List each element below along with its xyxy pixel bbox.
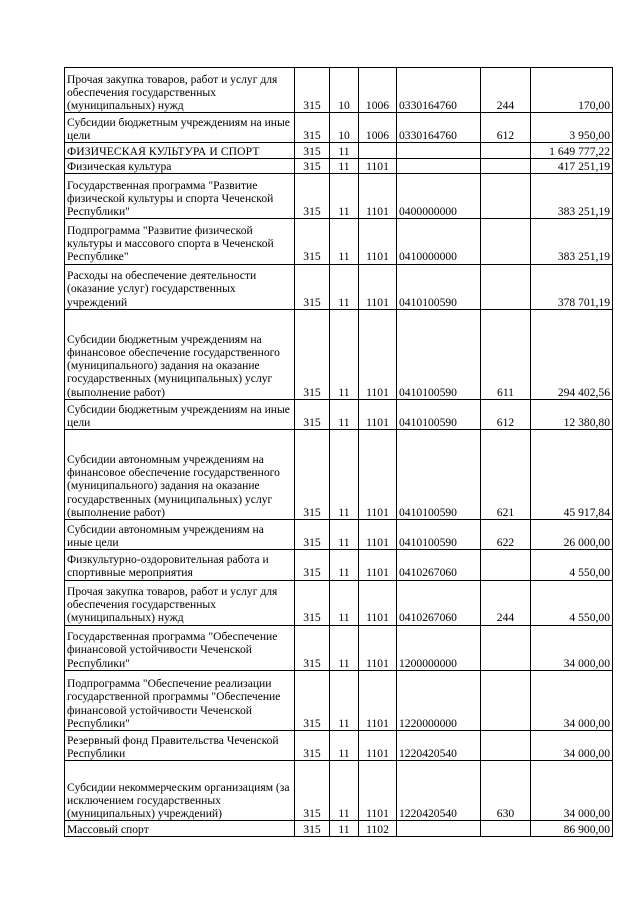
row-gr: 315 xyxy=(295,761,330,821)
row-name: Подпрограмма "Обеспечение реализации государственной программы "Обеспечение финансовой устойчивости Чеченской Республики" xyxy=(65,670,295,730)
row-csr: 0410100590 xyxy=(397,309,481,399)
row-vr xyxy=(481,158,531,173)
row-pr: 1101 xyxy=(359,580,397,625)
row-gr: 315 xyxy=(295,550,330,580)
row-csr xyxy=(397,143,481,158)
row-sum: 34 000,00 xyxy=(531,761,613,821)
table-row xyxy=(65,550,613,580)
row-vr: 244 xyxy=(481,68,531,113)
row-name: Субсидии бюджетным учреждениям на иные цели xyxy=(65,113,295,143)
row-csr: 0410100590 xyxy=(397,264,481,309)
row-gr: 315 xyxy=(295,143,330,158)
row-vr: 244 xyxy=(481,580,531,625)
row-name: Субсидии автономным учреждениям на финансовое обеспечение государственного (муниципального) задания на оказание государственных (муниципальных) услуг (выполнение работ) xyxy=(65,430,295,520)
row-rz: 11 xyxy=(330,174,359,219)
row-gr: 315 xyxy=(295,309,330,399)
row-pr: 1006 xyxy=(359,68,397,113)
table-row xyxy=(65,625,613,670)
row-rz: 11 xyxy=(330,625,359,670)
table-row xyxy=(65,264,613,309)
row-gr: 315 xyxy=(295,821,330,836)
row-gr: 315 xyxy=(295,670,330,730)
table-row xyxy=(65,143,613,158)
row-gr: 315 xyxy=(295,158,330,173)
table-row xyxy=(65,309,613,399)
row-vr xyxy=(481,219,531,264)
row-csr xyxy=(397,158,481,173)
row-csr: 0330164760 xyxy=(397,68,481,113)
row-rz: 11 xyxy=(330,670,359,730)
table-row xyxy=(65,113,613,143)
row-gr: 315 xyxy=(295,219,330,264)
row-pr: 1006 xyxy=(359,113,397,143)
row-gr: 315 xyxy=(295,264,330,309)
row-sum: 34 000,00 xyxy=(531,625,613,670)
row-rz: 11 xyxy=(330,219,359,264)
row-name: Субсидии некоммерческим организациям (за исключением государственных (муниципальных) учреждений) xyxy=(65,761,295,821)
row-sum: 383 251,19 xyxy=(531,219,613,264)
row-pr: 1101 xyxy=(359,519,397,549)
row-pr: 1101 xyxy=(359,219,397,264)
row-gr: 315 xyxy=(295,625,330,670)
row-name: Массовый спорт xyxy=(65,821,295,836)
row-rz: 11 xyxy=(330,519,359,549)
table-row xyxy=(65,219,613,264)
row-pr: 1101 xyxy=(359,174,397,219)
row-csr: 1220420540 xyxy=(397,730,481,760)
row-csr: 0410000000 xyxy=(397,219,481,264)
row-name: Подпрограмма "Развитие физической культуры и массового спорта в Чеченской Республике" xyxy=(65,219,295,264)
row-rz: 11 xyxy=(330,430,359,520)
row-vr xyxy=(481,730,531,760)
row-rz: 11 xyxy=(330,158,359,173)
table-row xyxy=(65,761,613,821)
row-rz: 11 xyxy=(330,264,359,309)
row-pr xyxy=(359,143,397,158)
row-sum: 1 649 777,22 xyxy=(531,143,613,158)
row-gr: 315 xyxy=(295,580,330,625)
row-rz: 10 xyxy=(330,113,359,143)
row-pr: 1101 xyxy=(359,158,397,173)
row-gr: 315 xyxy=(295,519,330,549)
row-pr: 1101 xyxy=(359,625,397,670)
row-sum: 45 917,84 xyxy=(531,430,613,520)
row-name: Прочая закупка товаров, работ и услуг для обеспечения государственных (муниципальных) нужд xyxy=(65,68,295,113)
table-row xyxy=(65,519,613,549)
row-vr xyxy=(481,143,531,158)
row-pr: 1102 xyxy=(359,821,397,836)
row-vr xyxy=(481,625,531,670)
row-gr: 315 xyxy=(295,68,330,113)
row-csr: 1220420540 xyxy=(397,761,481,821)
row-csr: 1200000000 xyxy=(397,625,481,670)
row-pr: 1101 xyxy=(359,264,397,309)
row-vr: 612 xyxy=(481,113,531,143)
row-name: Резервный фонд Правительства Чеченской Республики xyxy=(65,730,295,760)
row-csr: 0330164760 xyxy=(397,113,481,143)
row-vr xyxy=(481,550,531,580)
row-sum: 34 000,00 xyxy=(531,730,613,760)
row-sum: 170,00 xyxy=(531,68,613,113)
row-name: Государственная программа "Развитие физической культуры и спорта Чеченской Республики" xyxy=(65,174,295,219)
row-rz: 11 xyxy=(330,821,359,836)
row-vr xyxy=(481,264,531,309)
row-sum: 417 251,19 xyxy=(531,158,613,173)
row-name: Субсидии бюджетным учреждениям на финансовое обеспечение государственного (муниципального) задания на оказание государственных (муниципальных) услуг (выполнение работ) xyxy=(65,309,295,399)
row-rz: 11 xyxy=(330,309,359,399)
row-name: Физкультурно-оздоровительная работа и спортивные мероприятия xyxy=(65,550,295,580)
row-sum: 3 950,00 xyxy=(531,113,613,143)
row-rz: 11 xyxy=(330,761,359,821)
row-sum: 378 701,19 xyxy=(531,264,613,309)
table-row xyxy=(65,68,613,113)
row-pr: 1101 xyxy=(359,730,397,760)
row-sum: 12 380,80 xyxy=(531,399,613,429)
table-row xyxy=(65,174,613,219)
row-sum: 4 550,00 xyxy=(531,550,613,580)
row-sum: 294 402,56 xyxy=(531,309,613,399)
row-csr xyxy=(397,821,481,836)
table-row xyxy=(65,821,613,836)
budget-table xyxy=(64,67,613,837)
table-row xyxy=(65,399,613,429)
row-pr: 1101 xyxy=(359,670,397,730)
row-name: ФИЗИЧЕСКАЯ КУЛЬТУРА И СПОРТ xyxy=(65,143,295,158)
row-gr: 315 xyxy=(295,174,330,219)
row-csr: 0410267060 xyxy=(397,580,481,625)
row-rz: 11 xyxy=(330,399,359,429)
row-csr: 0410267060 xyxy=(397,550,481,580)
table-row xyxy=(65,158,613,173)
row-sum: 383 251,19 xyxy=(531,174,613,219)
row-pr: 1101 xyxy=(359,309,397,399)
row-csr: 0410100590 xyxy=(397,430,481,520)
row-pr: 1101 xyxy=(359,761,397,821)
row-sum: 34 000,00 xyxy=(531,670,613,730)
row-gr: 315 xyxy=(295,399,330,429)
row-csr: 0410100590 xyxy=(397,519,481,549)
row-vr: 621 xyxy=(481,430,531,520)
row-name: Расходы на обеспечение деятельности (оказание услуг) государственных учреждений xyxy=(65,264,295,309)
row-gr: 315 xyxy=(295,730,330,760)
row-csr: 1220000000 xyxy=(397,670,481,730)
row-vr xyxy=(481,670,531,730)
row-pr: 1101 xyxy=(359,430,397,520)
row-vr: 612 xyxy=(481,399,531,429)
row-sum: 26 000,00 xyxy=(531,519,613,549)
row-rz: 11 xyxy=(330,143,359,158)
row-vr: 622 xyxy=(481,519,531,549)
row-gr: 315 xyxy=(295,113,330,143)
row-name: Государственная программа "Обеспечение финансовой устойчивости Чеченской Республики" xyxy=(65,625,295,670)
row-vr xyxy=(481,821,531,836)
table-row xyxy=(65,670,613,730)
row-name: Прочая закупка товаров, работ и услуг для обеспечения государственных (муниципальных) нужд xyxy=(65,580,295,625)
row-sum: 4 550,00 xyxy=(531,580,613,625)
row-rz: 10 xyxy=(330,68,359,113)
row-name: Субсидии автономным учреждениям на иные цели xyxy=(65,519,295,549)
row-vr: 611 xyxy=(481,309,531,399)
row-gr: 315 xyxy=(295,430,330,520)
row-csr: 0400000000 xyxy=(397,174,481,219)
table-row xyxy=(65,430,613,520)
row-pr: 1101 xyxy=(359,399,397,429)
row-vr xyxy=(481,174,531,219)
table-row xyxy=(65,580,613,625)
row-sum: 86 900,00 xyxy=(531,821,613,836)
row-name: Субсидии бюджетным учреждениям на иные цели xyxy=(65,399,295,429)
row-vr: 630 xyxy=(481,761,531,821)
budget-table-body xyxy=(65,68,613,837)
row-pr: 1101 xyxy=(359,550,397,580)
row-csr: 0410100590 xyxy=(397,399,481,429)
table-row xyxy=(65,730,613,760)
row-rz: 11 xyxy=(330,550,359,580)
row-name: Физическая культура xyxy=(65,158,295,173)
row-rz: 11 xyxy=(330,580,359,625)
row-rz: 11 xyxy=(330,730,359,760)
